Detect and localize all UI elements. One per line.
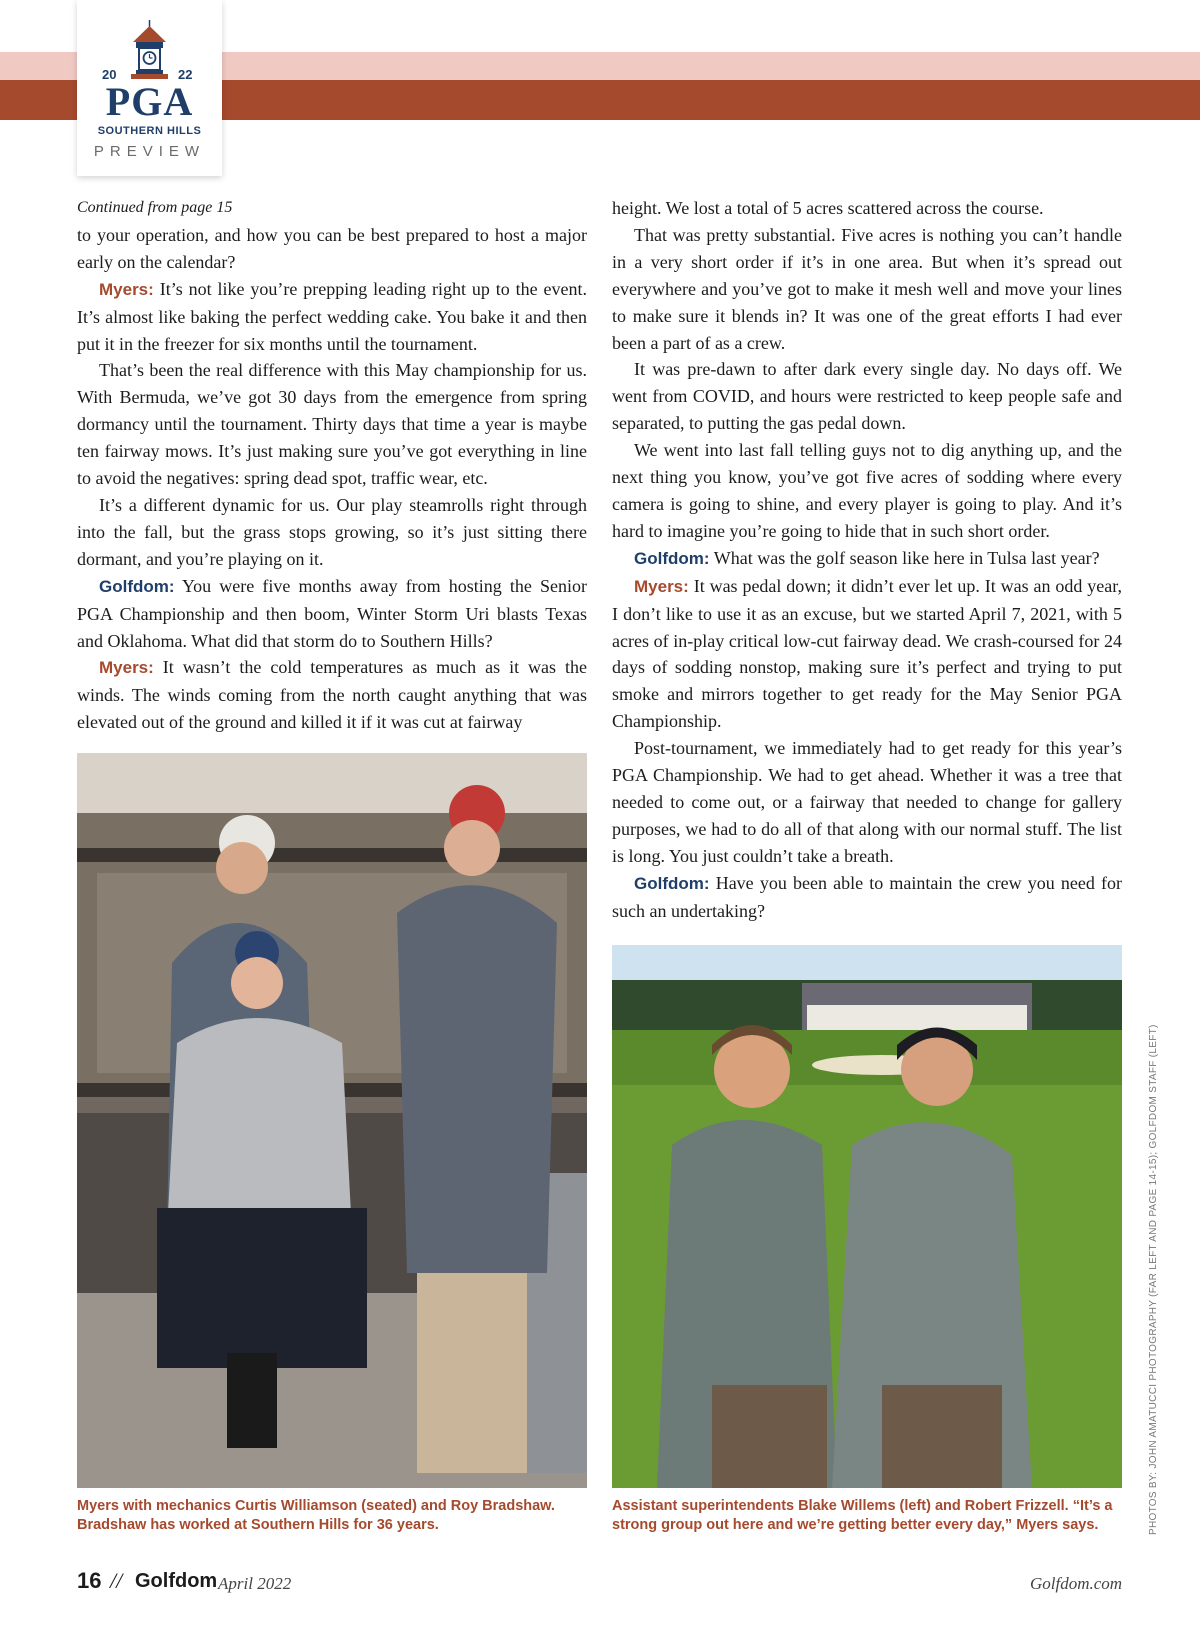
article-column-left bbox=[77, 195, 587, 736]
paragraph-text: It’s not like you’re prepping leading right up to the event. It’s almost like baking the perfect wedding cake. You bake it and then put it in the freezer for six months until the tournament. bbox=[77, 278, 587, 354]
logo-title: PGA bbox=[105, 79, 194, 124]
website-link[interactable]: Golfdom.com bbox=[1030, 1574, 1123, 1593]
article-paragraph bbox=[612, 573, 1122, 735]
article-paragraph bbox=[77, 357, 587, 492]
article-paragraph bbox=[612, 545, 1122, 573]
photo-credit: PHOTOS BY: JOHN AMATUCCI PHOTOGRAPHY (FAR LEFT AND PAGE 14-15); GOLFDOM STAFF (LEFT) bbox=[1148, 1024, 1159, 1535]
article-paragraph bbox=[77, 654, 587, 736]
column-right-body bbox=[612, 195, 1122, 924]
article-paragraph bbox=[612, 356, 1122, 437]
paragraph-text: Have you been able to maintain the crew you need for such an undertaking? bbox=[612, 872, 1122, 921]
paragraph-text: It was pre-dawn to after dark every single day. No days off. We went from COVID, and hours were restricted to keep people safe and separated, to putting the gas pedal down. bbox=[612, 359, 1122, 434]
caption-photo-right: Assistant superintendents Blake Willems (left) and Robert Frizzell. “It’s a strong group out here and we’re getting better every day,” Myers says. bbox=[612, 1498, 1113, 1533]
paragraph-text: It wasn’t the cold temperatures as much as it was the winds. The winds coming from the north caught anything that was elevated out of the ground and killed it if it was cut at fairway bbox=[77, 657, 587, 733]
article-paragraph bbox=[612, 222, 1122, 357]
article-paragraph bbox=[77, 276, 587, 358]
paragraph-text: Post-tournament, we immediately had to get ready for this year’s PGA Championship. We had to get ahead. Whether it was a tree that needed to come out, or a fairway that needed to change for gallery purposes, we had to do all of that along with our normal stuff. The list is long. You just couldn’t take a breath. bbox=[612, 738, 1122, 866]
logo-subtitle: SOUTHERN HILLS bbox=[97, 125, 202, 137]
paragraph-text: That was pretty substantial. Five acres is nothing you can’t handle in a very short order if it’s in one area. But when it’s spread out everywhere and you’ve got to make it mesh well and move your lines to make sure it blends in? It was one of the great efforts I had ever been a part of as a crew. bbox=[612, 224, 1122, 353]
article-paragraph bbox=[77, 573, 587, 655]
paragraph-text: It was pedal down; it didn’t ever let up. It was an odd year, I don’t like to use it as an excuse, but we started April 7, 2021, with 5 acres of in-play critical low-cut fairway dead. We crash-coursed for 24 days of sodding nonstop, making sure it’s perfect and trying to put smoke and mirrors together to get ready for the May Senior PGA Championship. bbox=[612, 575, 1122, 732]
logo-year-right: 22 bbox=[178, 67, 193, 82]
paragraph-text: to your operation, and how you can be best prepared to host a major early on the calendar? bbox=[77, 224, 587, 272]
caption-photo-left: Myers with mechanics Curtis Williamson (seated) and Roy Bradshaw. Bradshaw has worked at Southern Hills for 36 years. bbox=[77, 1498, 555, 1533]
article-column-right bbox=[612, 195, 1122, 924]
pga-preview-logo bbox=[77, 0, 222, 176]
page-number: 16 bbox=[77, 1568, 102, 1593]
article-paragraph bbox=[77, 492, 587, 573]
photo-assistant-superintendents bbox=[612, 945, 1122, 1488]
speaker-label: Myers: bbox=[99, 658, 154, 678]
footer-separator: // bbox=[110, 1568, 123, 1593]
continued-note: Continued from page 15 bbox=[77, 199, 233, 216]
article-paragraph bbox=[612, 437, 1122, 545]
magazine-name: Golfdom bbox=[135, 1570, 218, 1592]
logo-year-left: 20 bbox=[102, 67, 117, 82]
article-paragraph bbox=[77, 222, 587, 276]
speaker-label: Golfdom: bbox=[634, 873, 710, 893]
logo-section: PREVIEW bbox=[93, 143, 206, 160]
speaker-label: Golfdom: bbox=[99, 576, 175, 596]
issue-date: April 2022 bbox=[218, 1574, 292, 1593]
paragraph-text: What was the golf season like here in Tulsa last year? bbox=[709, 547, 1100, 568]
article-paragraph bbox=[612, 870, 1122, 925]
speaker-label: Myers: bbox=[99, 279, 154, 299]
column-left-body bbox=[77, 222, 587, 736]
paragraph-text: It’s a different dynamic for us. Our play steamrolls right through into the fall, but the grass stops growing, so it’s just sitting there dormant, and you’re playing on it. bbox=[77, 494, 587, 569]
photo-shop-crew bbox=[77, 753, 587, 1488]
article-paragraph bbox=[612, 735, 1122, 870]
speaker-label: Myers: bbox=[634, 576, 689, 596]
paragraph-text: height. We lost a total of 5 acres scattered across the course. bbox=[612, 198, 1044, 218]
article-paragraph bbox=[612, 195, 1122, 222]
speaker-label: Golfdom: bbox=[634, 548, 710, 568]
clock-tower-icon bbox=[127, 20, 172, 82]
paragraph-text: You were five months away from hosting the Senior PGA Championship and then boom, Winter Storm Uri blasts Texas and Oklahoma. What did that storm do to Southern Hills? bbox=[77, 575, 587, 651]
paragraph-text: That’s been the real difference with this May championship for us. With Bermuda, we’ve got 30 days from the emergence from spring dormancy until the tournament. Thirty days that time a year is maybe ten fairway mows. It’s just making sure you’ve got everything in line to avoid the negatives: spring dead spot, traffic wear, etc. bbox=[77, 360, 587, 489]
paragraph-text: We went into last fall telling guys not to dig anything up, and the next thing you know, you’ve got five acres of sodding where every camera is going to shine, and every player is going to play. And it’s hard to imagine you’re going to hide that in such short order. bbox=[612, 440, 1122, 541]
